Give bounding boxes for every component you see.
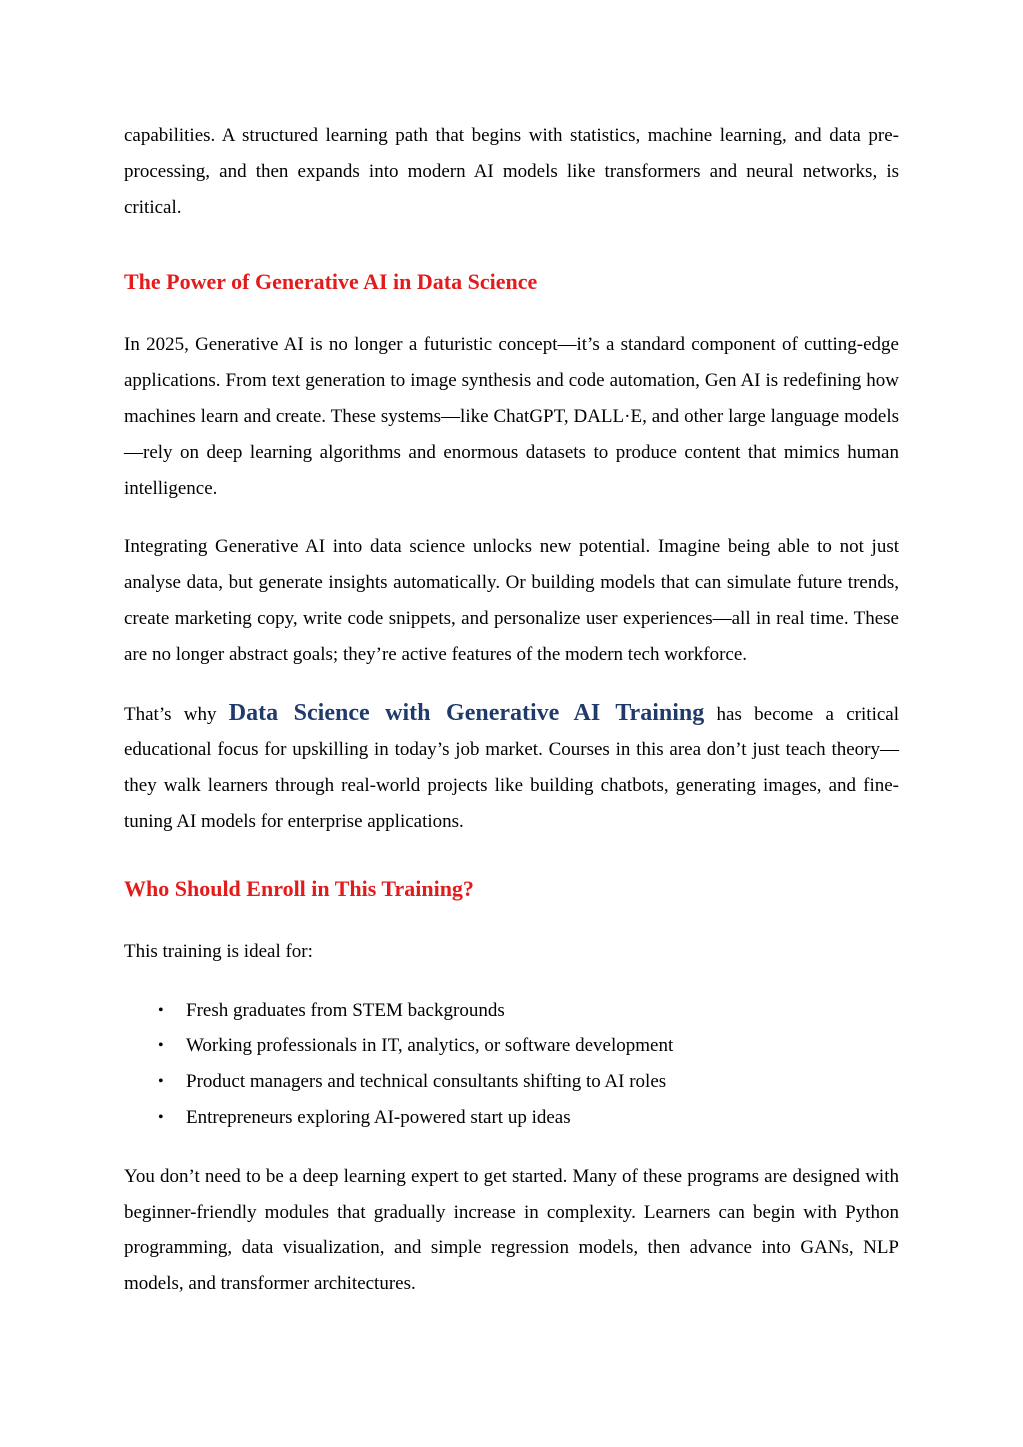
section-heading-power-of-generative-ai: The Power of Generative AI in Data Science (124, 269, 538, 295)
paragraph-integrating-generative-ai: Integrating Generative AI into data science unlocks new potential. Imagine being able to not just analyse data, but generate insights automatically. Or building models that can simulate future trends, create marketing copy, write code snippets, and personalize user experiences—all in real time. These are no longer abstract goals; they’re active features of the modern tech workforce. (124, 536, 899, 665)
list-item-text: Fresh graduates from STEM backgrounds (186, 999, 505, 1021)
paragraph-suffix: has become a critical educational focus for upskilling in today’s job market. Courses in this area don’t just teach theory—they walk learners through real-world projects like building chatbots, generating images, and fine-tuning AI models for enterprise applications. (124, 703, 899, 832)
closing-paragraph: You don’t need to be a deep learning expert to get started. Many of these programs are designed with beginner-friendly modules that gradually increase in complexity. Learners can begin with Python programming, data visualization, and simple regression models, then advance into GANs, NLP models, and transformer architectures. (124, 1165, 899, 1295)
paragraph-prefix: That’s why (124, 703, 229, 725)
audience-list (124, 993, 899, 1136)
paragraph-training-importance (124, 696, 899, 840)
enroll-lead-text: This training is ideal for: (124, 940, 313, 962)
list-item (124, 1028, 899, 1064)
training-link[interactable]: Data Science with Generative AI Training (228, 699, 705, 726)
list-item-text: Working professionals in IT, analytics, or software development (186, 1035, 674, 1057)
bullet-icon: • (158, 1001, 164, 1019)
section-heading-who-should-enroll: Who Should Enroll in This Training? (124, 875, 474, 901)
list-item-text: Product managers and technical consultants shifting to AI roles (186, 1071, 667, 1093)
paragraph-generative-ai-2025: In 2025, Generative AI is no longer a futuristic concept—it’s a standard component of cutting-edge applications. From text generation to image synthesis and code automation, Gen AI is redefining how machines learn and create. These systems—like ChatGPT, DALL·E, and other large language models—rely on deep learning algorithms and enormous datasets to produce content that mimics human intelligence. (124, 334, 899, 499)
list-item (124, 1064, 899, 1100)
bullet-icon: • (158, 1108, 164, 1126)
bullet-icon: • (158, 1073, 164, 1091)
list-item-text: Entrepreneurs exploring AI-powered start up ideas (186, 1106, 571, 1128)
document-page (124, 118, 899, 1302)
list-item (124, 1100, 899, 1136)
list-item (124, 993, 899, 1029)
bullet-icon: • (158, 1037, 164, 1055)
intro-paragraph: capabilities. A structured learning path that begins with statistics, machine learning, and data pre-processing, and then expands into modern AI models like transformers and neural networks, is critical. (124, 125, 899, 218)
